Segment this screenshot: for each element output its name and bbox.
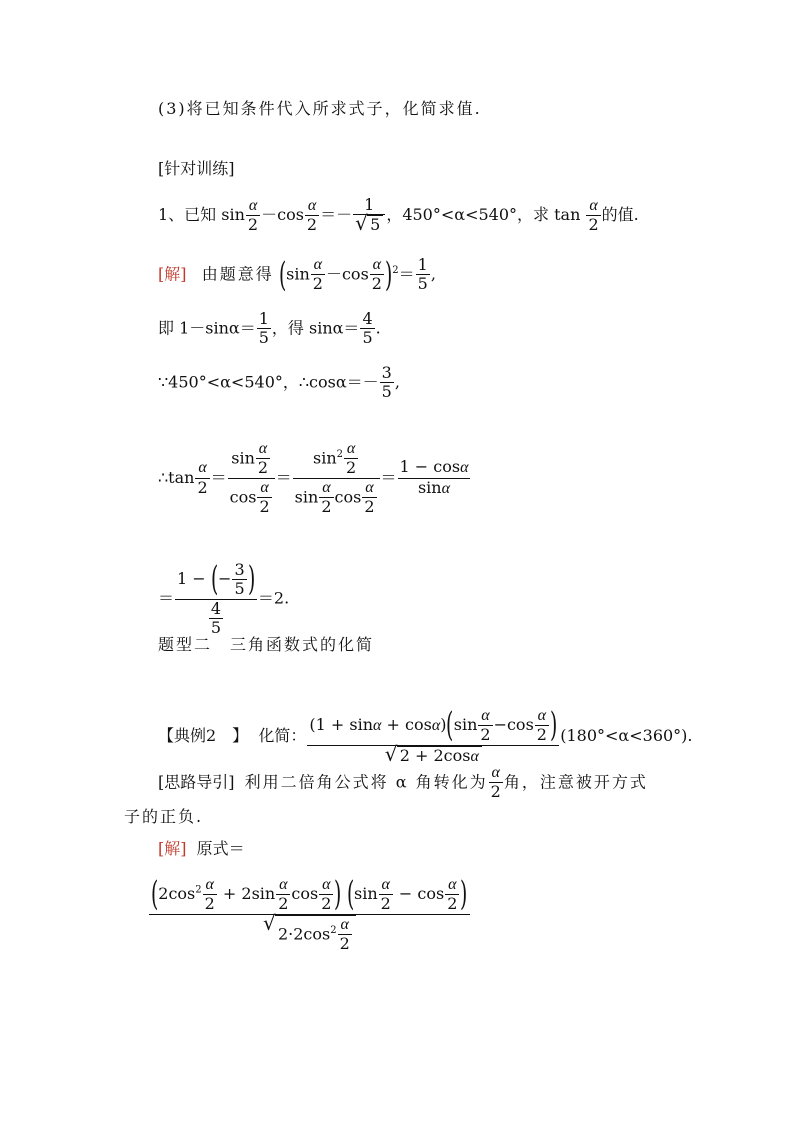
solution-1-line-3: ∵450°<α<540°，∴cosα＝－ $\frac{3}{5}$ , xyxy=(158,363,400,402)
solution-2-expression: ($2\cos^2$ $\frac{\alpha}{2}$ + 2sin $\frac{\alpha}{2}$ cos $\frac{\alpha}{2}$ ) (sin $\frac{\alpha}{2}$ − cos $\frac{\alpha}{2}$ ) √ $2\cdot 2\cos^2$ $\frac{\alpha}{2}$ xyxy=(148,875,471,954)
tan-half-angle-chain: ∴tan $\frac{\alpha}{2}$ ＝ sin $\frac{\alpha}{2}$ cos $\frac{\alpha}{2}$ ＝ $\sin^2$ $\frac{\alpha}{2}$ sin $\frac{\alpha}{2}$ cos $\frac{\alpha}{2}$ ＝ $\frac{1 - \cos\alpha}{\sin\alpha}$ xyxy=(158,440,469,517)
question-1: 1、已知 sin $\frac{\alpha}{2}$ －cos $\frac{\alpha}{2}$ ＝－ 1 √ 5 ，450°<α<540°，求 tan $\frac{\alpha}{2}$ 的值. xyxy=(158,196,639,235)
section-2-title: 题型二 三角函数式的化简 xyxy=(158,635,375,654)
step-3-text: (3)将已知条件代入所求式子，化简求值. xyxy=(158,99,482,118)
solution-tag: [解] xyxy=(158,264,187,284)
solution-1-line-2: 即 1－sinα＝ $\frac{1}{5}$ ，得 sinα＝ $\frac{4}{5}$ . xyxy=(158,309,381,348)
hint-line-2: 子的正负. xyxy=(124,807,204,826)
solution-2-intro: [解] 原式＝ xyxy=(158,839,245,858)
hint-line-1: [思路导引] 利用二倍角公式将 α 角转化为 $\frac{\alpha}{2}$ 角，注意被开方式 xyxy=(158,764,648,802)
practice-header: [针对训练] xyxy=(158,159,235,178)
solution-1-line-1: [解] 由题意得 (sin $\frac{\alpha}{2}$ －cos $\frac{\alpha}{2}$ )$^2$＝ $\frac{1}{5}$ , xyxy=(158,254,436,295)
solution-1-result: ＝ 1 − (− $\frac{3}{5}$ ) $\frac{4}{5}$ ＝2. xyxy=(158,559,290,638)
example-2: 【典例2 】 化简： (1 + sinα + cosα)(sin $\frac{\alpha}{2}$ −cos $\frac{\alpha}{2}$ ) √ 2 + 2cosα (180°<α<360°). xyxy=(158,706,693,766)
